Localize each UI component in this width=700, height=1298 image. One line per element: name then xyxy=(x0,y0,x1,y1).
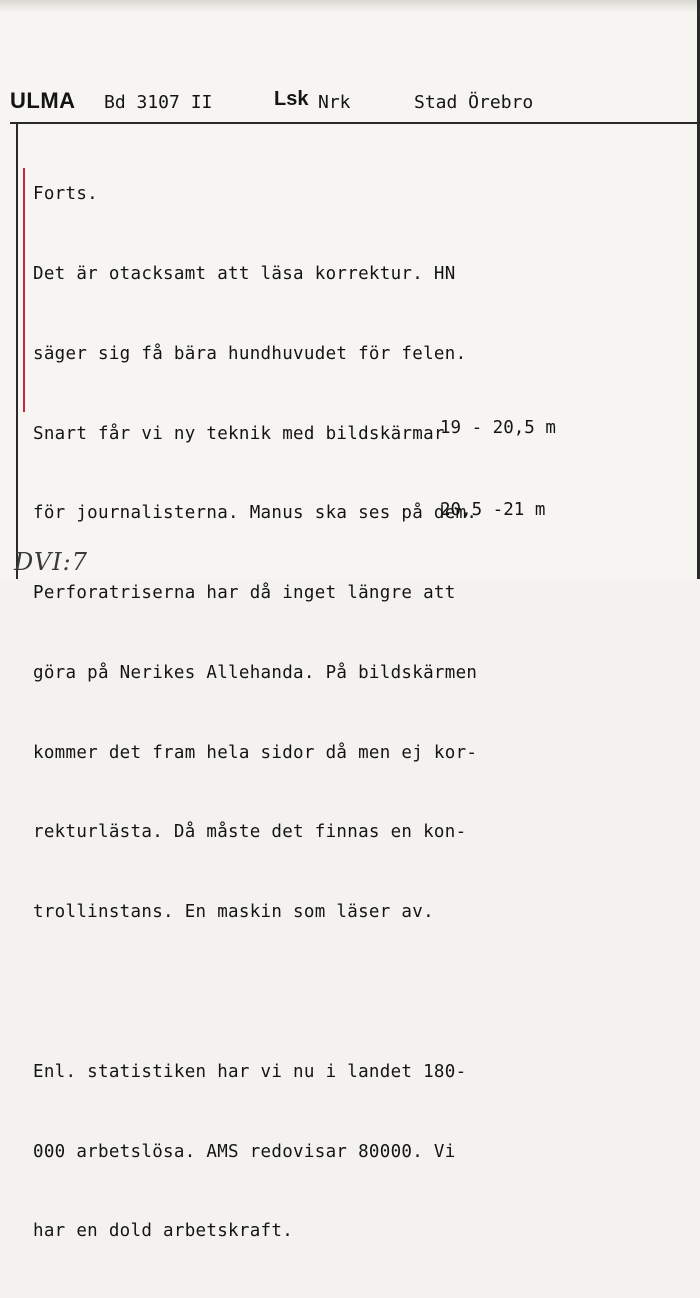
text-line: har en dold arbetskraft. xyxy=(33,1221,294,1242)
header-rule xyxy=(10,122,700,124)
card-top-edge xyxy=(0,0,700,12)
text-line: Forts. xyxy=(33,184,99,205)
text-line: trollinstans. En maskin som läser av. xyxy=(33,902,434,923)
text-line: för journalisterna. Manus ska ses på dem. xyxy=(33,503,478,524)
margin-rule xyxy=(16,122,18,579)
handwritten-note: DVI:7 xyxy=(14,548,88,576)
place-label: Stad Örebro xyxy=(414,92,534,113)
measure-value-2: 20,5 -21 m xyxy=(440,500,546,520)
text-line: Snart får vi ny teknik med bildskärmar xyxy=(33,423,445,444)
lsk-label: Lsk xyxy=(274,88,309,110)
text-line: Perforatriserna har då inget längre att xyxy=(33,583,456,604)
text-line: Enl. statistiken har vi nu i landet 180- xyxy=(33,1061,467,1082)
text-line: Det är otacksamt att läsa korrektur. HN xyxy=(33,263,456,284)
volume-label: Bd 3107 II xyxy=(104,92,213,113)
red-margin-mark xyxy=(23,168,25,412)
card-header xyxy=(10,88,610,118)
measure-value-1: 19 - 20,5 m xyxy=(440,418,556,438)
text-line xyxy=(33,979,477,1006)
text-line: kommer det fram hela sidor då men ej kor- xyxy=(33,742,478,763)
text-line: göra på Nerikes Allehanda. På bildskärmen xyxy=(33,662,478,683)
text-line: rekturlästa. Då måste det finnas en kon- xyxy=(33,822,467,843)
text-line: säger sig få bära hundhuvudet för felen. xyxy=(33,343,467,364)
nrk-label: Nrk xyxy=(318,92,351,113)
typed-text xyxy=(33,128,477,1298)
text-line: 000 arbetslösa. AMS redovisar 80000. Vi xyxy=(33,1141,456,1162)
archive-code: ULMA xyxy=(10,88,76,113)
